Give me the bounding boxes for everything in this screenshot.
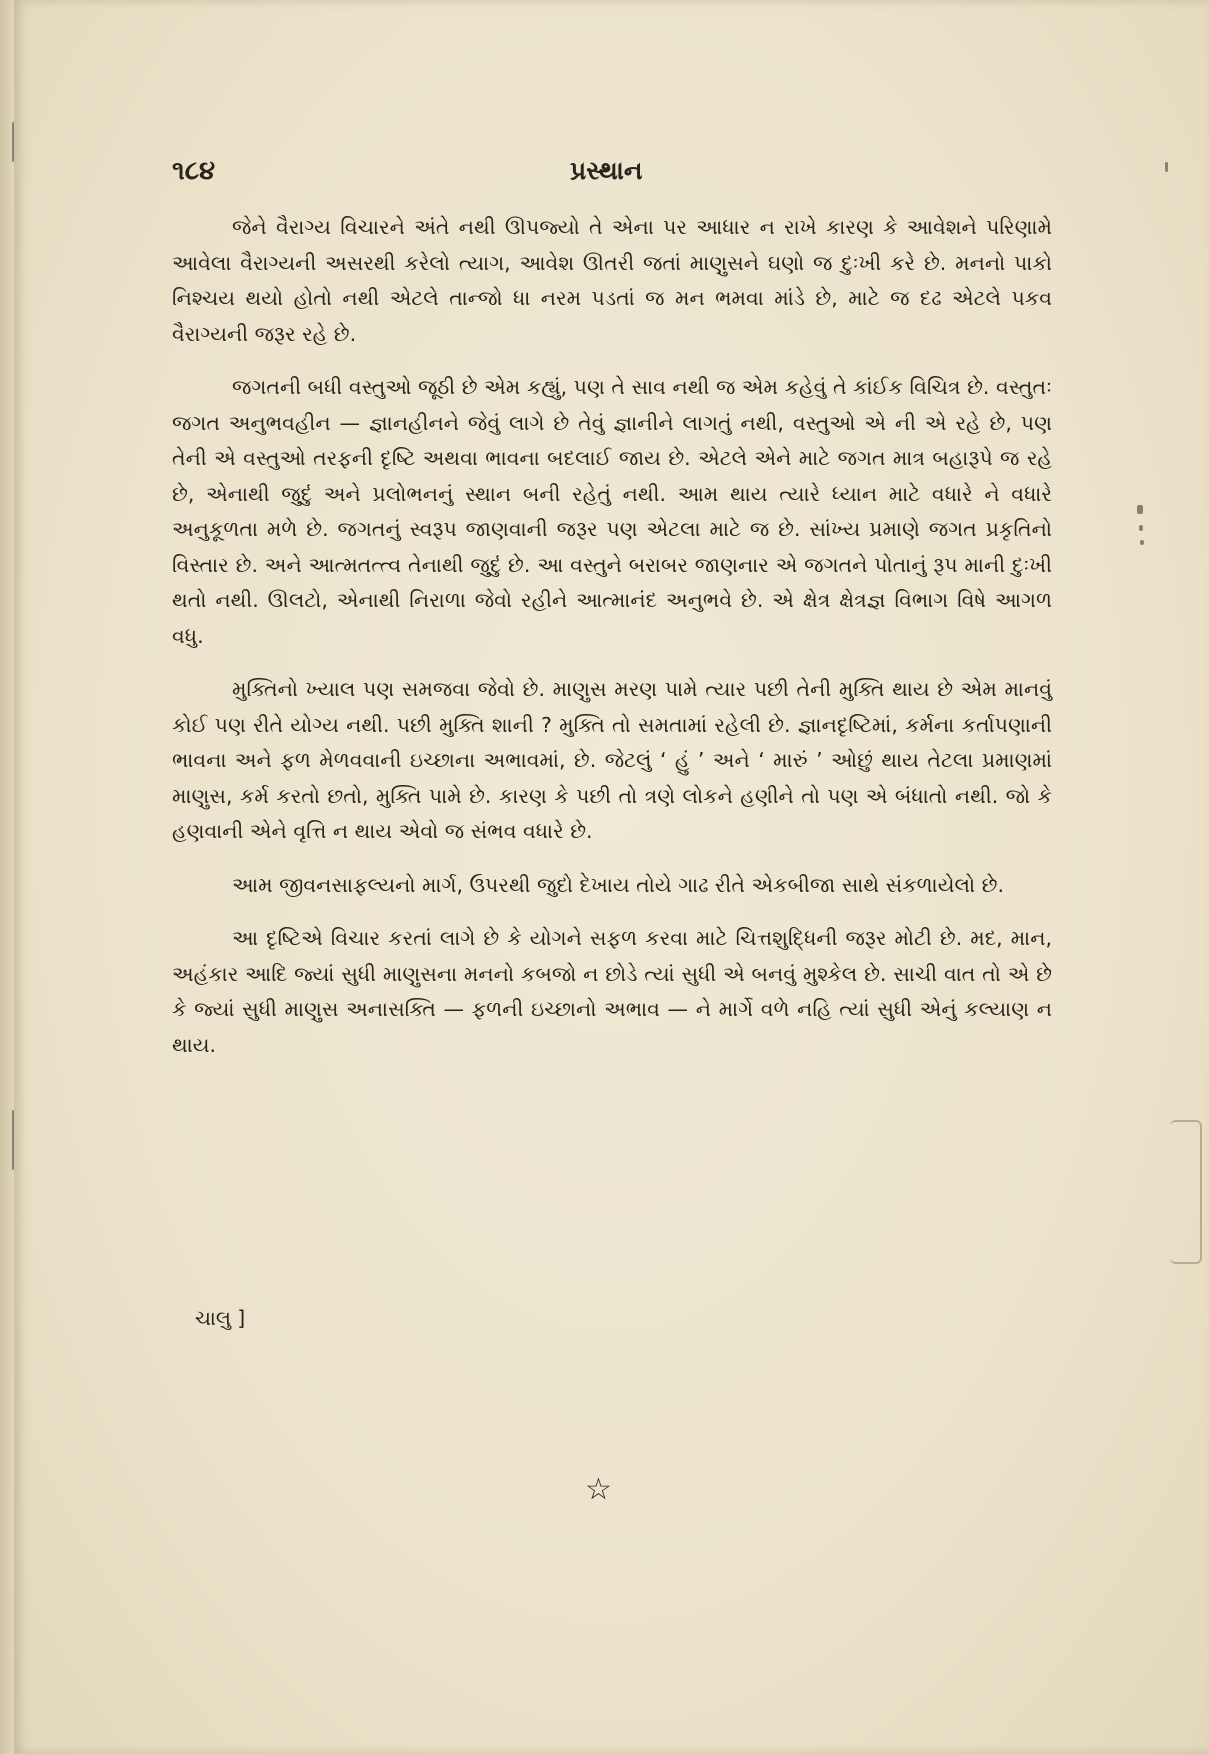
paper-mark <box>12 1110 14 1170</box>
paper-mark <box>1139 525 1143 531</box>
paragraph-mukti: મુક્તિનો ખ્યાલ પણ સમજવા જેવો છે. માણુસ મરણ પામે ત્યાર પછી તેની મુક્તિ થાય છે એમ માનવું કોઈ પણ રીતે યોગ્ય નથી. પછી મુક્તિ શાની ? મુક્તિ તો સમતામાં રહેલી છે. જ્ઞાનદૃષ્ટિમાં, કર્મના કર્તાપણાની ભાવના અને ફળ મેળવવાની ઇચ્છાના અભાવમાં, છે. જેટલું ‘ હું ’ અને ‘ મારું ’ ઓછું થાય તેટલા પ્રમાણમાં માણુસ, કર્મ કરતો છતો, મુક્તિ પામે છે. કારણ કે પછી તો ત્રણે લોકને હણીને તો પણ એ બંધાતો નથી. જો કે હણવાની એને વૃત્તિ ન થાય એવો જ સંભવ વધારે છે. <box>172 677 1052 843</box>
paragraph-vairagya: જેને વૈરાગ્ય વિચારને અંતે નથી ઊપજ્યો તે એના પર આધાર ન રાખે કારણ કે આવેશને પરિણામે આવેલા વૈરાગ્યની અસરથી કરેલો ત્યાગ, આવેશ ઊતરી જતાં માણુસને ઘણો જ દુઃખી કરે છે. મનનો પાકો નિશ્ચય થયો હોતો નથી એટલે તાન્જો ધા નરમ પડતાં જ મન ભમવા માંડે છે, માટે જ દઢ એટલે પકવ વૈરાગ્યની જરૂર રહે છે. <box>172 215 1052 346</box>
paper-mark <box>1165 162 1168 172</box>
body-text <box>172 210 1052 1081</box>
page-binding-edge <box>0 0 14 1754</box>
page-header <box>0 156 1209 196</box>
paragraph-jivan-safalya: આમ જીવનસાફલ્યનો માર્ગ, ઉપરથી જુદો દેખાય તોયે ગાઢ રીતે એકબીજા સાથે સંકળાયેલો છે. <box>232 872 1004 897</box>
continuation-note: ચાલુ ] <box>195 1306 246 1330</box>
paper-mark <box>12 122 14 162</box>
paper-mark <box>1140 540 1144 545</box>
paper-tear <box>1170 1120 1202 1264</box>
page-number: ૧૮૪ <box>172 156 216 186</box>
paragraph-chittashuddhi: આ દૃષ્ટિએ વિચાર કરતાં લાગે છે કે યોગને સફળ કરવા માટે ચિત્તશુદ્ધિની જરૂર મોટી છે. મદ, માન, અહંકાર આદિ જ્યાં સુધી માણુસના મનનો કબજો ન છોડે ત્યાં સુધી એ બનવું મુશ્કેલ છે. સાચી વાત તો એ છે કે જ્યાં સુધી માણુસ અનાસક્તિ — ફળની ઇચ્છાનો અભાવ — ને માર્ગે વળે નહિ ત્યાં સુધી એનું કલ્યાણ ન થાય. <box>172 926 1052 1057</box>
star-ornament-icon: ☆ <box>585 1472 612 1507</box>
running-title: પ્રસ્થાન <box>570 156 643 185</box>
paper-mark <box>1137 505 1143 514</box>
paragraph-jagat: જગતની બધી વસ્તુઓ જૂઠી છે એમ કહ્યું, પણ તે સાવ નથી જ એમ કહેવું તે કાંઈક વિચિત્ર છે. વસ્તુતઃ જગત અનુભવહીન — જ્ઞાનહીનને જેવું લાગે છે તેવું જ્ઞાનીને લાગતું નથી, વસ્તુઓ એ ની એ રહે છે, પણ તેની એ વસ્તુઓ તરફની દૃષ્ટિ અથવા ભાવના બદલાઈ જાય છે. એટલે એને માટે જગત માત્ર બહારૂપે જ રહે છે, એનાથી જુદું અને પ્રલોભનનું સ્થાન બની રહેતું નથી. આમ થાય ત્યારે ધ્યાન માટે વધારે ને વધારે અનુકૂળતા મળે છે. જગતનું સ્વરૂપ જાણવાની જરૂર પણ એટલા માટે જ છે. સાંખ્ય પ્રમાણે જગત પ્રકૃતિનો વિસ્તાર છે. અને આત્મતત્ત્વ તેનાથી જુદું છે. આ વસ્તુને બરાબર જાણનાર એ જગતને પોતાનું રૂપ માની દુઃખી થતો નથી. ઊલટો, એનાથી નિરાળા જેવો રહીને આત્માનંદ અનુભવે છે. એ ક્ષેત્ર ક્ષેત્રજ્ઞ વિભાગ વિષે આગળ વધુ. <box>172 375 1052 648</box>
